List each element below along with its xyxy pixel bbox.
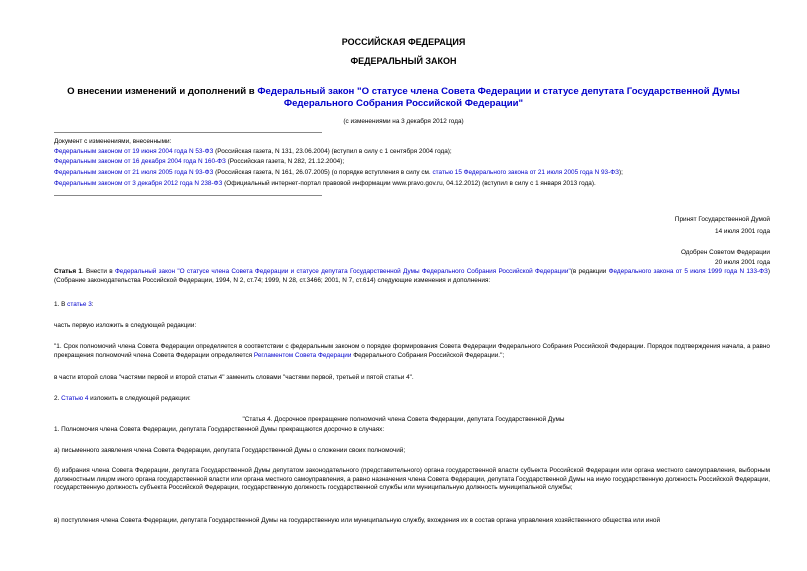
case-b: б) избрания члена Совета Федерации, депутата Государственной Думы депутатом законодательного (представительного) органа государственной власти субъекта Российской Федерации или органа местного самоуправления, выборным должностным лицом иного органа государственной власти или органа местного самоуправления, а равно назначения члена Совета Федерации, депутата Государственной Думы на иную государственную должность Российской Федерации, государственную должность субъекта Российской Федерации, государственную должность государственной службы или муниципальную должность муниципальной службы; [54,467,770,492]
article-4-link[interactable]: Статью 4 [61,395,89,402]
changes-link[interactable]: Федеральным законом от 21 июля 2005 года N 93-ФЗ [54,169,214,176]
article-4-part-1: 1. Полномочия члена Совета Федерации, депутата Государственной Думы прекращаются досрочно в случаях: [54,426,385,433]
changes-link[interactable]: Федеральным законом от 16 декабря 2004 года N 160-ФЗ [54,158,226,165]
article-1-law-link[interactable]: Федеральный закон "О статусе члена Совета Федерации и статусе депутата Государственной Думы Федерального Собрания Российской Федерации" [114,268,571,275]
changes-link[interactable]: статью 15 Федерального закона от 21 июля 2005 года N 93-ФЗ [432,169,619,176]
instruction-paragraph: часть первую изложить в следующей редакции: [54,322,197,329]
header-country: РОССИЙСКАЯ ФЕДЕРАЦИЯ [341,37,466,47]
quoted-paragraph [54,343,770,360]
changes-bottom-divider [54,195,322,196]
changes-top-divider [54,132,322,133]
replacement-paragraph: в части второй слова "частями первой и второй статьи 4" заменить словами "частями первой, третьей и пятой статьи 4". [54,374,414,381]
title-law-link[interactable]: Федеральный закон "О статусе члена Совета Федерации и статусе депутата Государственной Думы Федерального Собрания Российской Федерации" [257,86,740,109]
regulation-link[interactable]: Регламентом Совета Федерации [253,351,352,359]
title-note: (с изменениями на 3 декабря 2012 года) [343,118,464,125]
article-1-text: ) (Собрание законодательства Российской Федерации, 1994, N 2, ст.74; 1999, N 28, ст.3466; 2001, N 7, ст.614) следующие изменения и дополнения: [54,268,771,284]
changes-text: ); [618,169,623,176]
case-a: а) письменного заявления члена Совета Федерации, депутата Государственной Думы о сложении своих полномочий; [54,447,406,454]
article-4-heading: "Статья 4. Досрочное прекращение полномочий члена Совета Федерации, депутата Государственной Думы [242,416,565,423]
item-2-text: изложить в следующей редакции: [88,395,191,402]
changes-link[interactable]: Федеральным законом от 19 июня 2004 года N 53-ФЗ [54,148,214,155]
changes-text: (Российская газета, N 282, 21.12.2004); [225,158,345,165]
changes-link[interactable]: Федеральным законом от 3 декабря 2012 года N 238-ФЗ [54,180,223,187]
item-2-text: 2. [54,395,62,402]
document-title [40,86,767,110]
item-2 [54,395,191,404]
case-c: в) поступления члена Совета Федерации, депутата Государственной Думы на государственную или муниципальную службу, вхождения их в состав органа управления хозяйственного общества или иной [54,517,661,524]
approved-date: 20 июля 2001 года [715,259,770,266]
article-1-label: Статья 1 [54,268,82,275]
title-prefix: О внесении изменений и дополнений в [67,86,258,97]
article-1-amendment-link[interactable]: Федерального закона от 5 июля 1999 года N 133-ФЗ [608,268,768,275]
changes-heading: Документ с изменениями, внесенными: [54,138,172,145]
changes-item [54,169,623,177]
quoted-text: "1. Срок полномочий члена Совета Федерации определяется в соответствии с федеральным законом о порядке формирования Совета Федерации Федерального Собрания Российской Федерации. Порядок подтверждения начала, а равно прекращения полномочий члена Совета Федерации определяется [54,343,770,359]
header-law-type: ФЕДЕРАЛЬНЫЙ ЗАКОН [350,56,457,66]
changes-text: (Официальный интернет-портал правовой информации www.pravo.gov.ru, 04.12.2012) (вступил в силу с 1 января 2013 года). [222,180,596,187]
article-1-text: . Внести в [81,268,115,275]
article-1-text: (в редакции [570,268,609,275]
article-3-link[interactable]: статье 3 [67,301,92,308]
changes-item [54,180,596,188]
changes-text: (Российская газета, N 131, 23.06.2004) (вступил в силу с 1 сентября 2004 года); [213,148,452,155]
approved-by: Одобрен Советом Федерации [680,249,770,256]
item-1-text: 1. В [54,301,68,308]
quoted-text: Федерального Собрания Российской Федерации."; [351,351,505,359]
article-1-paragraph [54,268,770,285]
changes-item [54,158,344,166]
item-1 [54,301,94,310]
changes-text: (Российская газета, N 161, 26.07.2005) (о порядке вступления в силу см. [213,169,433,176]
changes-item [54,148,452,156]
accepted-date: 14 июля 2001 года [715,228,770,235]
item-1-text: : [91,301,94,308]
accepted-by: Принят Государственной Думой [674,216,770,223]
